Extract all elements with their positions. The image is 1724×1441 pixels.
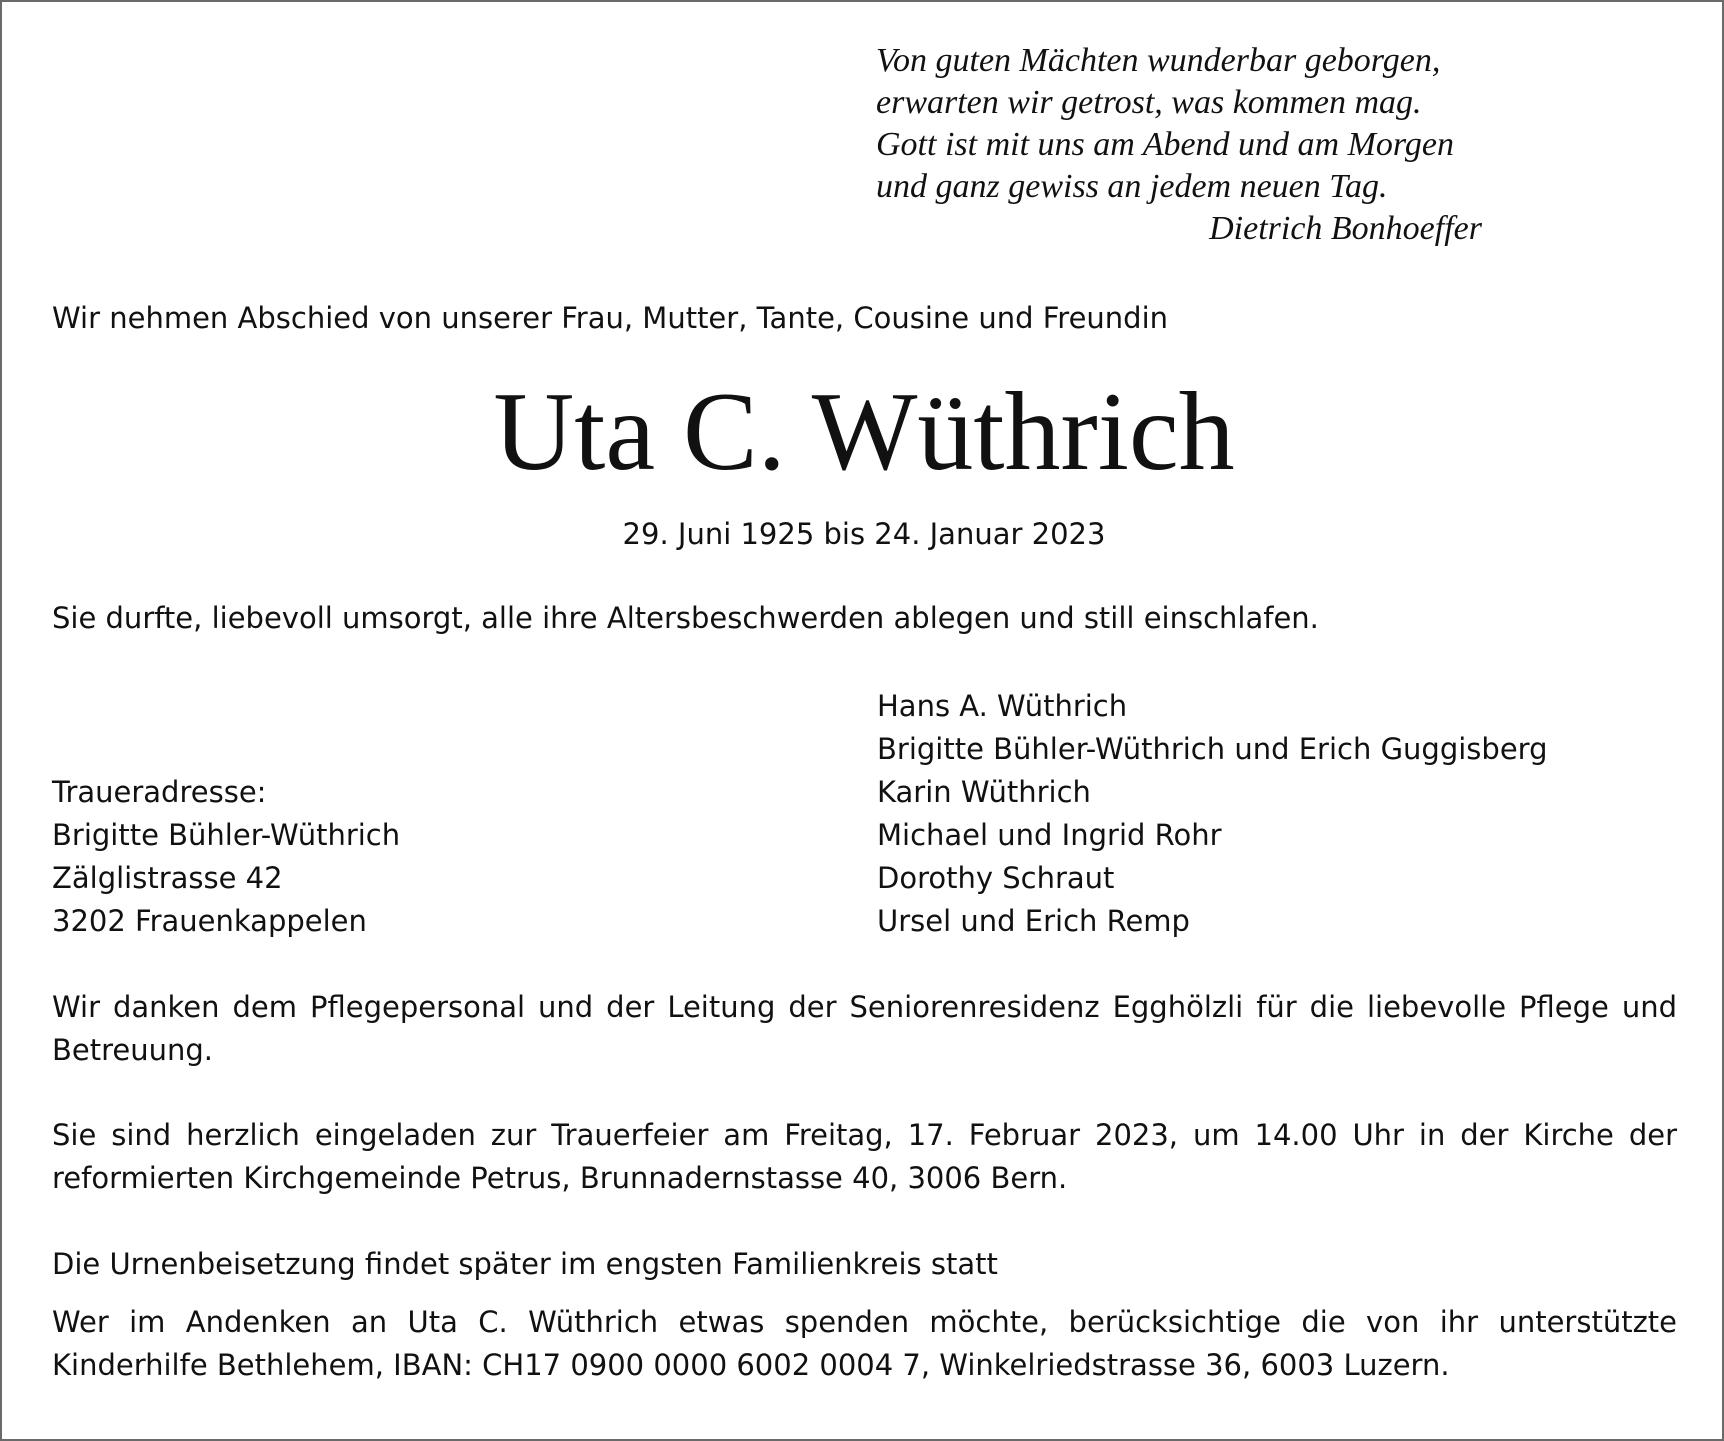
farewell-intro: Wir nehmen Abschied von unserer Frau, Mutter, Tante, Cousine und Freundin: [52, 301, 1169, 335]
family-member: Dorothy Schraut: [877, 861, 1115, 895]
address-line: 3202 Frauenkappelen: [52, 904, 367, 938]
mourning-address: [52, 771, 400, 943]
family-member: Michael und Ingrid Rohr: [877, 818, 1222, 852]
family-members: [877, 685, 1547, 943]
quote-line: Von guten Mächten wunderbar geborgen,: [876, 42, 1441, 79]
mourning-address-label: Traueradresse:: [52, 775, 267, 809]
life-dates: 29. Juni 1925 bis 24. Januar 2023: [622, 517, 1106, 551]
address-line: Brigitte Bühler-Wüthrich: [52, 818, 401, 852]
quote-author: Dietrich Bonhoeffer: [1209, 210, 1482, 247]
quote-line: erwarten wir getrost, was kommen mag.: [876, 84, 1422, 121]
address-line: Zälglistrasse 42: [52, 861, 283, 895]
quote-line: und ganz gewiss an jedem neuen Tag.: [876, 168, 1388, 205]
family-member: Brigitte Bühler-Wüthrich und Erich Guggisberg: [877, 732, 1548, 766]
family-member: Hans A. Wüthrich: [877, 689, 1128, 723]
passing-sentence: Sie durfte, liebevoll umsorgt, alle ihre Altersbeschwerden ablegen und still einschlafen.: [52, 601, 1319, 635]
thanks-paragraph: Wir danken dem Pflegepersonal und der Leitung der Seniorenresidenz Egghölzli für die liebevolle Pflege und Betreuung.: [52, 990, 1677, 1067]
quote-line: Gott ist mit uns am Abend und am Morgen: [876, 126, 1454, 163]
deceased-name: Uta C. Wüthrich: [493, 370, 1235, 494]
donation-note: Wer im Andenken an Uta C. Wüthrich etwas spenden möchte, berücksichtige die von ihr unterstützte Kinderhilfe Bethlehem, IBAN: CH17 0900 0000 6002 0004 7, Winkelriedstrasse 36, 6003 Luzern.: [52, 1305, 1677, 1382]
family-member: Ursel und Erich Remp: [877, 904, 1190, 938]
ceremony-invitation: Sie sind herzlich eingeladen zur Trauerfeier am Freitag, 17. Februar 2023, um 14.00 Uhr in der Kirche der reformierten Kirchgemeinde Petrus, Brunnadernstasse 40, 3006 Bern.: [52, 1118, 1677, 1195]
bonhoeffer-quote: [876, 40, 1496, 250]
urn-burial-note: Die Urnenbeisetzung findet später im engsten Familienkreis statt: [52, 1247, 998, 1281]
family-member: Karin Wüthrich: [877, 775, 1091, 809]
